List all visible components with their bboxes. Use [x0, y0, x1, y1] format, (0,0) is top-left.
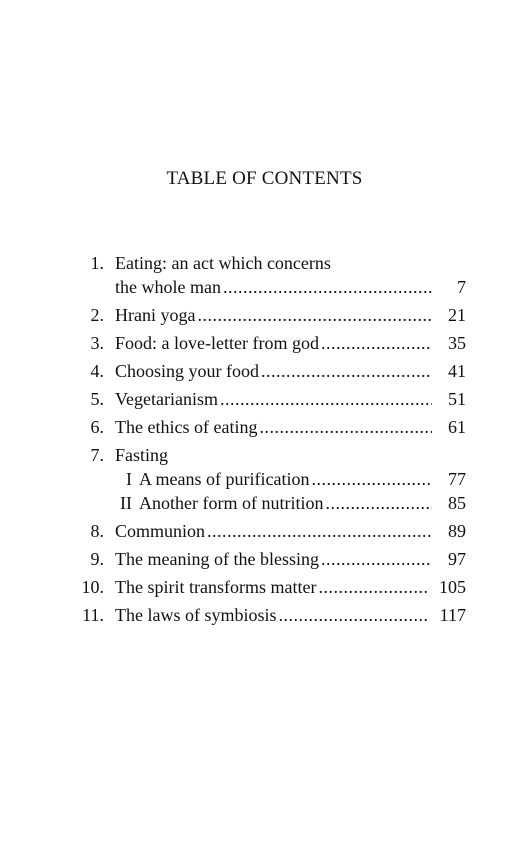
dot-leader: [223, 275, 432, 299]
entry-number: 2.: [90, 305, 104, 325]
dot-leader: [321, 331, 432, 355]
toc-entry-11[interactable]: [62, 603, 466, 627]
toc-entry-7[interactable]: [62, 443, 466, 515]
toc-entry-1[interactable]: [62, 251, 466, 299]
dot-leader: [311, 467, 432, 491]
subentry-title: A means of purification: [139, 469, 310, 489]
page-number: 89: [448, 521, 466, 541]
toc-entry-9[interactable]: [62, 547, 466, 571]
entry-title: The ethics of eating: [115, 417, 258, 437]
entry-number: 10.: [81, 577, 104, 597]
entry-title: Communion: [115, 521, 206, 541]
page-number: 61: [448, 417, 466, 437]
entry-number: 8.: [90, 521, 104, 541]
toc-entry-5[interactable]: [62, 387, 466, 411]
dot-leader: [207, 519, 432, 543]
entry-number: 1.: [90, 253, 104, 273]
dot-leader: [318, 575, 427, 599]
entry-title: Eating: an act which concerns: [115, 253, 331, 273]
page-number: 35: [448, 333, 466, 353]
entry-title: Choosing your food: [115, 361, 259, 381]
toc-entry-8[interactable]: [62, 519, 466, 543]
page-number: 41: [448, 361, 466, 381]
toc-subentry-2[interactable]: [120, 491, 466, 515]
subentry-marker: II: [120, 493, 132, 513]
page-number: 21: [448, 305, 466, 325]
dot-leader: [261, 359, 432, 383]
toc-entry-3[interactable]: [62, 331, 466, 355]
dot-leader: [220, 387, 432, 411]
page-number: 117: [439, 605, 466, 625]
subentry-title: Another form of nutrition: [139, 493, 324, 513]
entry-title: Food: a love-letter from god: [115, 333, 319, 353]
entry-title-continued: the whole man: [115, 277, 221, 297]
dot-leader: [259, 415, 432, 439]
dot-leader: [279, 603, 428, 627]
entry-number: 7.: [90, 445, 104, 465]
table-of-contents: [62, 251, 466, 631]
entry-number: 9.: [90, 549, 104, 569]
page-number: 85: [448, 493, 466, 513]
entry-number: 3.: [90, 333, 104, 353]
entry-number: 6.: [90, 417, 104, 437]
dot-leader: [325, 491, 432, 515]
entry-title: The spirit transforms matter: [115, 577, 317, 597]
toc-entry-10[interactable]: [62, 575, 466, 599]
entry-title: The laws of symbiosis: [115, 605, 277, 625]
page-number: 97: [448, 549, 466, 569]
entry-number: 4.: [90, 361, 104, 381]
page-number: 77: [448, 469, 466, 489]
entry-title: The meaning of the blessing: [115, 549, 319, 569]
entry-title: Hrani yoga: [115, 305, 196, 325]
entry-title: Fasting: [115, 445, 169, 465]
entry-number: 5.: [90, 389, 104, 409]
toc-entry-4[interactable]: [62, 359, 466, 383]
dot-leader: [197, 303, 432, 327]
page-number: 51: [448, 389, 466, 409]
page-number: 7: [457, 277, 466, 297]
subentry-marker: I: [126, 469, 132, 489]
toc-entry-2[interactable]: [62, 303, 466, 327]
page-title: TABLE OF CONTENTS: [166, 168, 363, 189]
toc-entry-6[interactable]: [62, 415, 466, 439]
toc-subentry-1[interactable]: [126, 467, 466, 491]
page-number: 105: [439, 577, 466, 597]
dot-leader: [321, 547, 432, 571]
entry-title: Vegetarianism: [115, 389, 218, 409]
entry-number: 11.: [82, 605, 104, 625]
